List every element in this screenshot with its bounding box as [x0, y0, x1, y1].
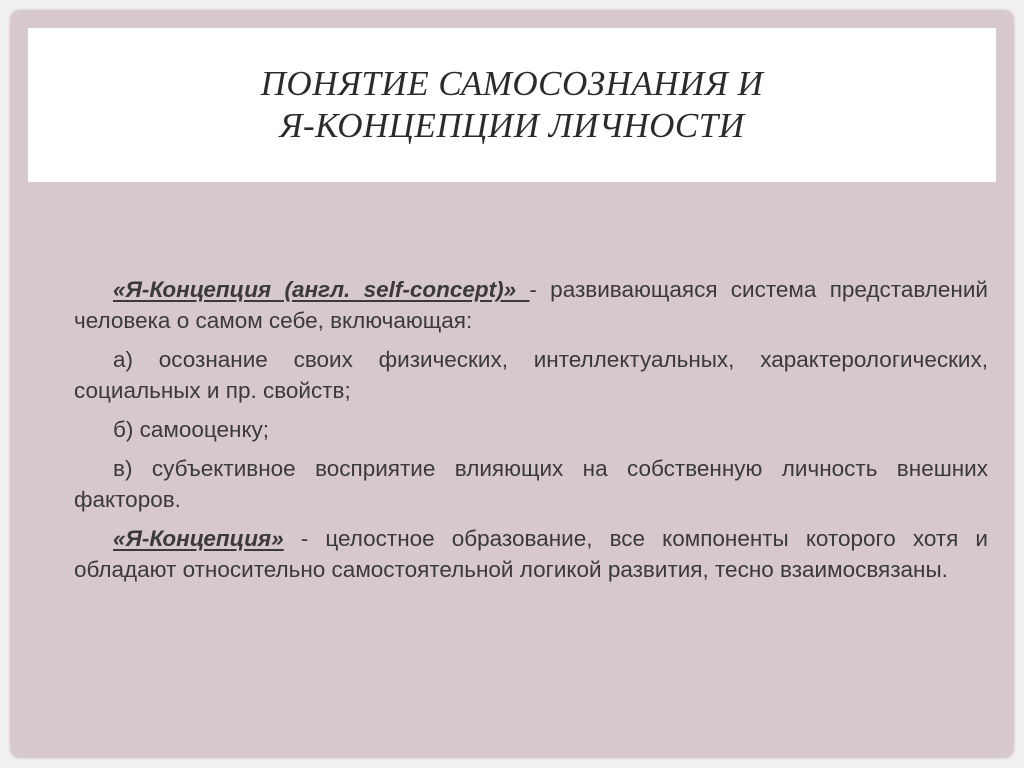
title-box: [32, 32, 992, 178]
list-item-b: б) самооценку;: [113, 417, 270, 442]
slide: [10, 10, 1014, 758]
list-item-c: в) субъективное восприятие влияющих на собственную личность внешних факторов.: [74, 456, 988, 512]
term-self-concept: «Я-Концепция»: [113, 526, 284, 551]
definition-text-2: - целостное образование, все компоненты которого хотя и обладают относительно самостоятельной логикой развития, тесно взаимосвязаны.: [74, 526, 988, 582]
slide-content: [74, 274, 988, 593]
definition-text-1: - развивающаяся система представлений человека о самом себе, включающая:: [74, 277, 988, 333]
term-self-concept-english: «Я-Концепция (англ. self-concept)»: [113, 277, 530, 302]
slide-title-line-1: ПОНЯТИЕ САМОСОЗНАНИЯ И: [260, 64, 764, 103]
definition-paragraph-2: [74, 523, 988, 585]
slide-title-line-2: Я-КОНЦЕПЦИИ ЛИЧНОСТИ: [279, 106, 745, 145]
definition-paragraph-1: [74, 274, 988, 336]
list-item-a: а) осознание своих физических, интеллектуальных, характерологических, социальных и пр. свойств;: [74, 347, 988, 403]
